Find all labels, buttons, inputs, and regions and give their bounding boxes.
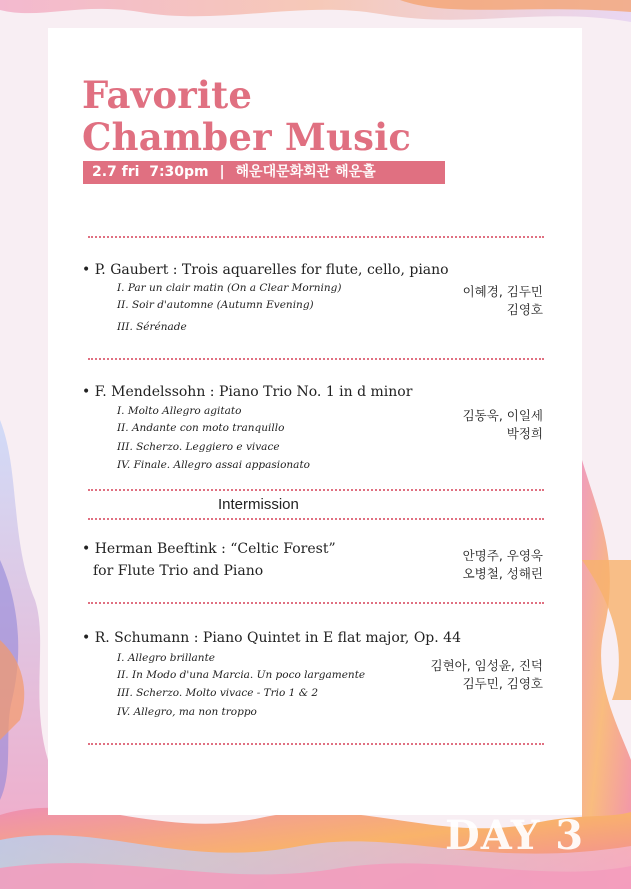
movement: I. Par un clair matin (On a Clear Morning): [117, 282, 342, 294]
dotted-divider: [88, 602, 544, 604]
work-title: [82, 628, 461, 648]
performer-line: 이혜경, 김두민: [462, 284, 543, 299]
bullet: •: [82, 630, 91, 646]
performer-line: 박정희: [506, 426, 543, 441]
dotted-divider: [88, 358, 544, 360]
movement: IV. Finale. Allegro assai appasionato: [117, 459, 310, 471]
work-title: [82, 382, 412, 402]
work-title-line-2: for Flute Trio and Piano: [93, 563, 264, 579]
performer-line: 김현아, 임성윤, 진덕: [430, 658, 543, 673]
movement: IV. Allegro, ma non troppo: [117, 706, 257, 718]
movement: I. Allegro brillante: [117, 652, 216, 664]
dotted-divider: [88, 236, 544, 238]
movement: III. Sérénade: [117, 321, 187, 333]
movement: III. Scherzo. Molto vivace - Trio 1 & 2: [117, 687, 319, 699]
movement: II. In Modo d'una Marcia. Un poco largamente: [117, 669, 366, 681]
work-title-text: P. Gaubert : Trois aquarelles for flute, cello, piano: [94, 262, 449, 278]
banner-separator: |: [219, 164, 225, 180]
performers: [463, 283, 543, 319]
intermission-label: Intermission: [218, 496, 299, 513]
date-time: 2.7 fri 7:30pm: [92, 164, 209, 180]
work-title: [82, 260, 449, 280]
movement: I. Molto Allegro agitato: [117, 405, 242, 417]
work-title-text: R. Schumann : Piano Quintet in E flat major, Op. 44: [94, 630, 461, 646]
bullet: •: [82, 384, 91, 400]
dotted-divider: [88, 743, 544, 745]
movement: II. Soir d'automne (Autumn Evening): [117, 299, 314, 311]
performer-line: 김영호: [506, 302, 543, 317]
title-line-2: Chamber Music: [82, 115, 412, 159]
title-line-1: Favorite: [82, 73, 253, 117]
movement: III. Scherzo. Leggiero e vivace: [117, 441, 280, 453]
day-label: DAY 3: [445, 812, 585, 859]
work-title-text: Herman Beeftink : “Celtic Forest”: [94, 541, 336, 557]
dotted-divider: [88, 518, 544, 520]
movement: II. Andante con moto tranquillo: [117, 422, 285, 434]
dotted-divider: [88, 489, 544, 491]
venue: 해운대문화회관 해운홀: [235, 164, 376, 180]
performers: [463, 407, 543, 443]
performer-line: 김두민, 김영호: [462, 676, 543, 691]
performers: [431, 657, 544, 693]
work-title-text: F. Mendelssohn : Piano Trio No. 1 in d minor: [94, 384, 413, 400]
date-venue-banner: [83, 161, 445, 184]
performer-line: 김동욱, 이일세: [462, 408, 543, 423]
performers: [463, 547, 543, 583]
work-title: [82, 539, 336, 559]
performer-line: 안명주, 우영욱: [462, 548, 543, 563]
page-title: [82, 74, 411, 158]
bullet: •: [82, 541, 91, 557]
bullet: •: [82, 262, 91, 278]
performer-line: 오병철, 성해린: [462, 566, 543, 581]
